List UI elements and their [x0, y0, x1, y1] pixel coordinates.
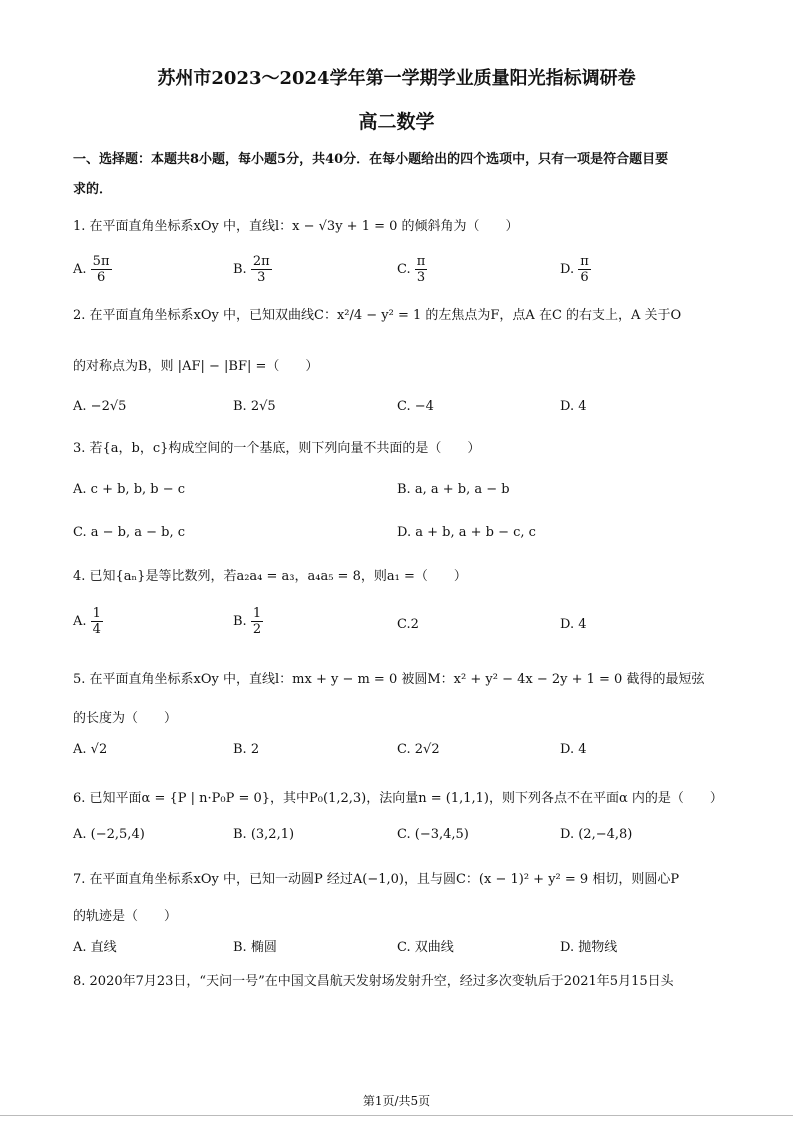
q3-option-a — [73, 482, 185, 498]
fraction-den: 2 — [252, 622, 262, 637]
footer-rule — [0, 1115, 793, 1116]
option-label: A. — [73, 262, 87, 277]
option-label: D. — [560, 940, 575, 955]
q7-option-a — [73, 940, 117, 956]
option-text: 抛物线 — [578, 940, 618, 955]
option-text: 2 — [250, 742, 260, 757]
option-label: D. — [397, 525, 412, 540]
q6-option-d — [560, 827, 632, 843]
fraction-num: π — [416, 254, 426, 269]
option-text: (2,−4,8) — [578, 827, 633, 842]
option-text: 2√2 — [414, 742, 440, 757]
option-label: C. — [397, 827, 411, 842]
q7-option-d — [560, 940, 617, 956]
q5-option-b — [233, 742, 259, 758]
option-label: A. — [73, 742, 87, 757]
fraction — [91, 254, 112, 285]
option-text: c + b, b, b − c — [90, 482, 186, 497]
q2-option-b — [233, 399, 276, 415]
option-label: D. — [560, 399, 575, 414]
option-label: C. — [397, 742, 411, 757]
fraction — [251, 254, 272, 285]
option-label: B. — [233, 262, 247, 277]
option-text: a − b, a − b, c — [90, 525, 186, 540]
fraction — [578, 254, 591, 285]
option-text: 2√5 — [250, 399, 276, 414]
q4-option-c — [397, 617, 419, 633]
fraction-den: 6 — [96, 270, 106, 285]
option-label: C. — [73, 525, 87, 540]
subject-title: 高二数学 — [358, 111, 435, 133]
q3-option-d — [397, 525, 536, 541]
fraction — [91, 606, 103, 637]
q1-option-b — [233, 254, 272, 285]
option-label: C. — [397, 617, 411, 632]
question-7-cont: 的轨迹是（ ） — [73, 909, 178, 924]
q4-option-d — [560, 617, 587, 633]
option-label: A. — [73, 827, 87, 842]
question-1: 1. 在平面直角坐标系xOy 中，直线l：x − √3y + 1 = 0 的倾斜角为（ ） — [73, 219, 519, 234]
option-label: B. — [397, 482, 411, 497]
option-label: C. — [397, 940, 411, 955]
q1-option-d — [560, 254, 591, 285]
section-instruction-cont: 求的． — [73, 182, 113, 197]
fraction — [415, 254, 428, 285]
fraction — [251, 606, 263, 637]
option-label: D. — [560, 742, 575, 757]
q5-option-a — [73, 742, 107, 758]
option-label: A. — [73, 614, 87, 629]
section-instruction: 一、选择题：本题共8小题，每小题5分，共40分．在每小题给出的四个选项中，只有一项是符合题目要 — [73, 152, 669, 167]
option-text: a, a + b, a − b — [414, 482, 510, 497]
option-label: B. — [233, 940, 247, 955]
option-label: A. — [73, 482, 87, 497]
option-label: C. — [397, 399, 411, 414]
fraction-num: 5π — [92, 254, 110, 269]
q2-option-c — [397, 399, 434, 415]
option-label: C. — [397, 262, 411, 277]
question-2-cont: 的对称点为B，则 |AF| − |BF| =（ ） — [73, 359, 319, 374]
page-title: 苏州市2023～2024学年第一学期学业质量阳光指标调研卷 — [157, 68, 636, 89]
page-footer: 第1页/共5页 — [362, 1094, 431, 1108]
q6-option-c — [397, 827, 469, 843]
option-text: (−3,4,5) — [414, 827, 469, 842]
option-text: (−2,5,4) — [90, 827, 145, 842]
q3-option-b — [397, 482, 510, 498]
question-4: 4. 已知{aₙ}是等比数列，若a₂a₄ = a₃，a₄a₅ = 8，则a₁ =（ ） — [73, 569, 467, 584]
option-label: D. — [560, 827, 575, 842]
option-text: 4 — [578, 742, 587, 757]
fraction-num: 1 — [252, 606, 262, 621]
q7-option-c — [397, 940, 454, 956]
fraction-den: 4 — [92, 622, 101, 637]
q5-option-d — [560, 742, 587, 758]
fraction-num: 1 — [92, 606, 101, 621]
q4-option-a — [73, 606, 103, 637]
question-3: 3. 若{a，b，c}构成空间的一个基底，则下列向量不共面的是（ ） — [73, 441, 481, 456]
option-label: B. — [233, 742, 247, 757]
option-label: D. — [560, 262, 575, 277]
option-text: √2 — [90, 742, 108, 757]
option-label: B. — [233, 614, 247, 629]
question-7: 7. 在平面直角坐标系xOy 中，已知一动圆P 经过A(−1,0)，且与圆C：(x − 1)² + y² = 9 相切，则圆心P — [73, 872, 680, 887]
q4-option-b — [233, 606, 263, 637]
q3-option-c — [73, 525, 185, 541]
fraction-den: 3 — [257, 270, 266, 285]
fraction-den: 3 — [416, 270, 426, 285]
fraction-num: π — [580, 254, 589, 269]
question-6: 6. 已知平面α = {P | n·P₀P = 0}，其中P₀(1,2,3)，法向量n = (1,1,1)，则下列各点不在平面α 内的是（ ） — [73, 791, 723, 806]
fraction-num: 2π — [252, 254, 270, 269]
question-8: 8. 2020年7月23日，“天问一号”在中国文昌航天发射场发射升空，经过多次变轨后于2021年5月15日头 — [73, 974, 674, 989]
q1-option-a — [73, 254, 112, 285]
q5-option-c — [397, 742, 440, 758]
option-text: 4 — [578, 399, 587, 414]
q6-option-b — [233, 827, 294, 843]
fraction-den: 6 — [580, 270, 589, 285]
option-label: A. — [73, 399, 87, 414]
q6-option-a — [73, 827, 145, 843]
q2-option-d — [560, 399, 587, 415]
option-text: 双曲线 — [414, 940, 454, 955]
option-label: B. — [233, 827, 247, 842]
option-label: A. — [73, 940, 87, 955]
option-text: −2√5 — [90, 399, 127, 414]
question-5: 5. 在平面直角坐标系xOy 中，直线l：mx + y − m = 0 被圆M：x² + y² − 4x − 2y + 1 = 0 截得的最短弦 — [73, 672, 705, 687]
option-text: (3,2,1) — [250, 827, 295, 842]
option-text: 直线 — [90, 940, 117, 955]
question-2: 2. 在平面直角坐标系xOy 中，已知双曲线C：x²/4 − y² = 1 的左焦点为F，点A 在C 的右支上，A 关于O — [73, 308, 682, 323]
option-text: −4 — [414, 399, 434, 414]
option-text: 4 — [578, 617, 587, 632]
question-5-cont: 的长度为（ ） — [73, 711, 178, 726]
option-label: B. — [233, 399, 247, 414]
option-label: D. — [560, 617, 575, 632]
q2-option-a — [73, 399, 126, 415]
q7-option-b — [233, 940, 277, 956]
option-text: 2 — [410, 617, 419, 632]
q1-option-c — [397, 254, 427, 285]
option-text: a + b, a + b − c, c — [415, 525, 536, 540]
option-text: 椭圆 — [250, 940, 277, 955]
